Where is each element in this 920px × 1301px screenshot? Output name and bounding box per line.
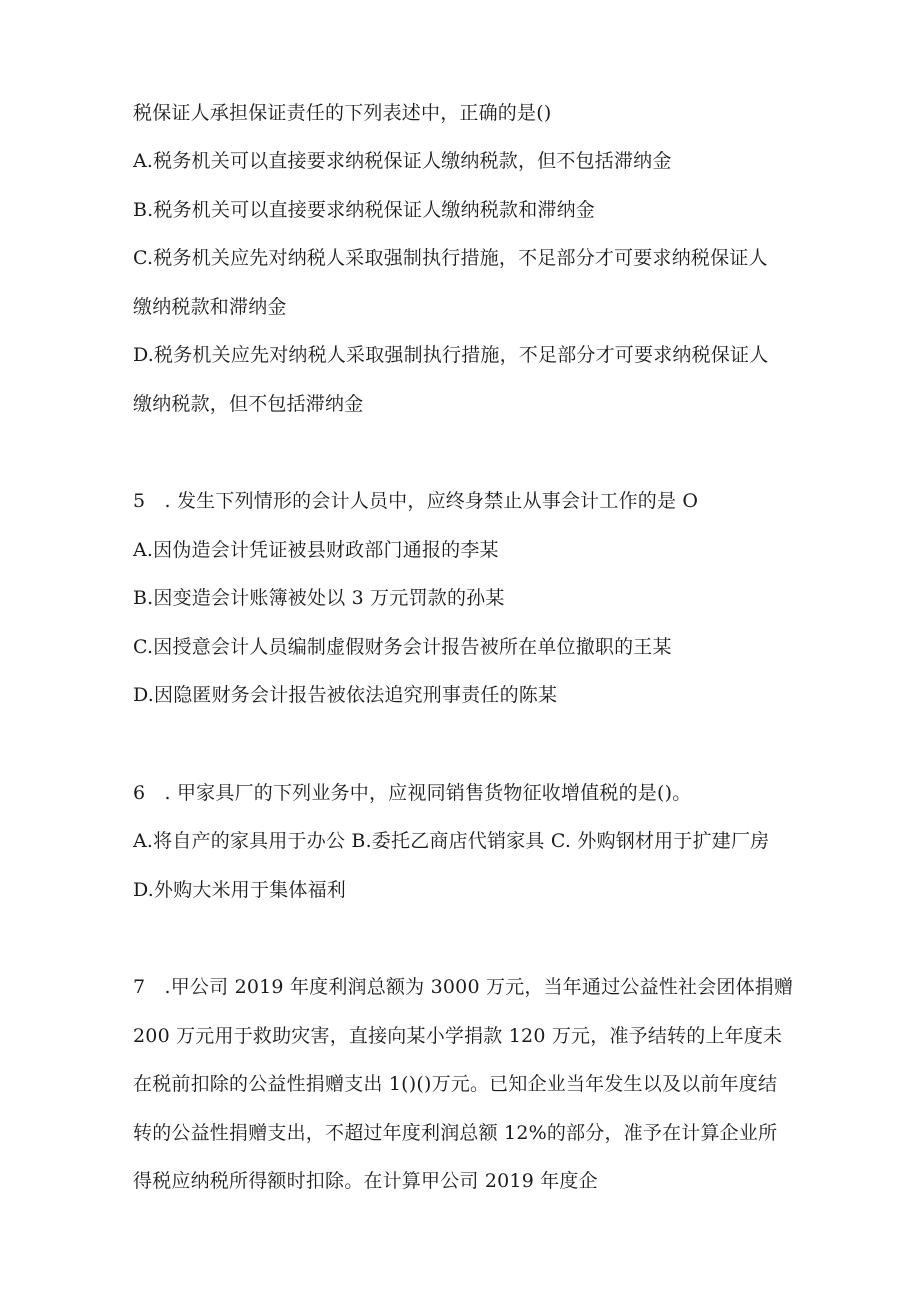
question-7-line-3: 在税前扣除的公益性捐赠支出 1()()万元。已知企业当年发生以及以前年度结 <box>133 1073 778 1095</box>
question-7-line-1: 7 .甲公司 2019 年度利润总额为 3000 万元，当年通过公益性社会团体捐赠 <box>133 976 794 998</box>
question-7-line-5: 得税应纳税所得额时扣除。在计算甲公司 2019 年度企 <box>133 1170 598 1192</box>
question-4-option-c-cont: 缴纳税款和滞纳金 <box>133 296 287 318</box>
question-6-option-d: D.外购大米用于集体福利 <box>133 879 346 901</box>
question-5-option-c: C.因授意会计人员编制虚假财务会计报告被所在单位撤职的王某 <box>133 636 672 658</box>
question-5-option-d: D.因隐匿财务会计报告被依法追究刑事责任的陈某 <box>133 684 558 706</box>
question-4-option-b: B.税务机关可以直接要求纳税保证人缴纳税款和滞纳金 <box>133 199 596 221</box>
question-4-stem: 税保证人承担保证责任的下列表述中，正确的是() <box>133 102 552 124</box>
question-6-options-abc: A.将自产的家具用于办公 B.委托乙商店代销家具 C. 外购钢材用于扩建厂房 <box>133 830 770 852</box>
question-4-option-a: A.税务机关可以直接要求纳税保证人缴纳税款，但不包括滞纳金 <box>133 150 672 172</box>
question-6-stem: 6 . 甲家具厂的下列业务中，应视同销售货物征收增值税的是()。 <box>133 782 692 804</box>
question-7-line-4: 转的公益性捐赠支出，不超过年度利润总额 12%的部分，准予在计算企业所 <box>133 1122 778 1144</box>
question-5-stem: 5 . 发生下列情形的会计人员中，应终身禁止从事会计工作的是 O <box>133 490 699 512</box>
question-7-line-2: 200 万元用于救助灾害，直接向某小学捐款 120 万元，准予结转的上年度未 <box>133 1025 783 1047</box>
question-4-option-c: C.税务机关应先对纳税人采取强制执行措施，不足部分才可要求纳税保证人 <box>133 247 768 269</box>
question-5-option-a: A.因伪造会计凭证被县财政部门通报的李某 <box>133 539 499 561</box>
question-4-option-d: D.税务机关应先对纳税人采取强制执行措施，不足部分才可要求纳税保证人 <box>133 344 769 366</box>
question-5-option-b: B.因变造会计账簿被处以 3 万元罚款的孙某 <box>133 587 505 609</box>
question-4-option-d-cont: 缴纳税款，但不包括滞纳金 <box>133 393 364 415</box>
